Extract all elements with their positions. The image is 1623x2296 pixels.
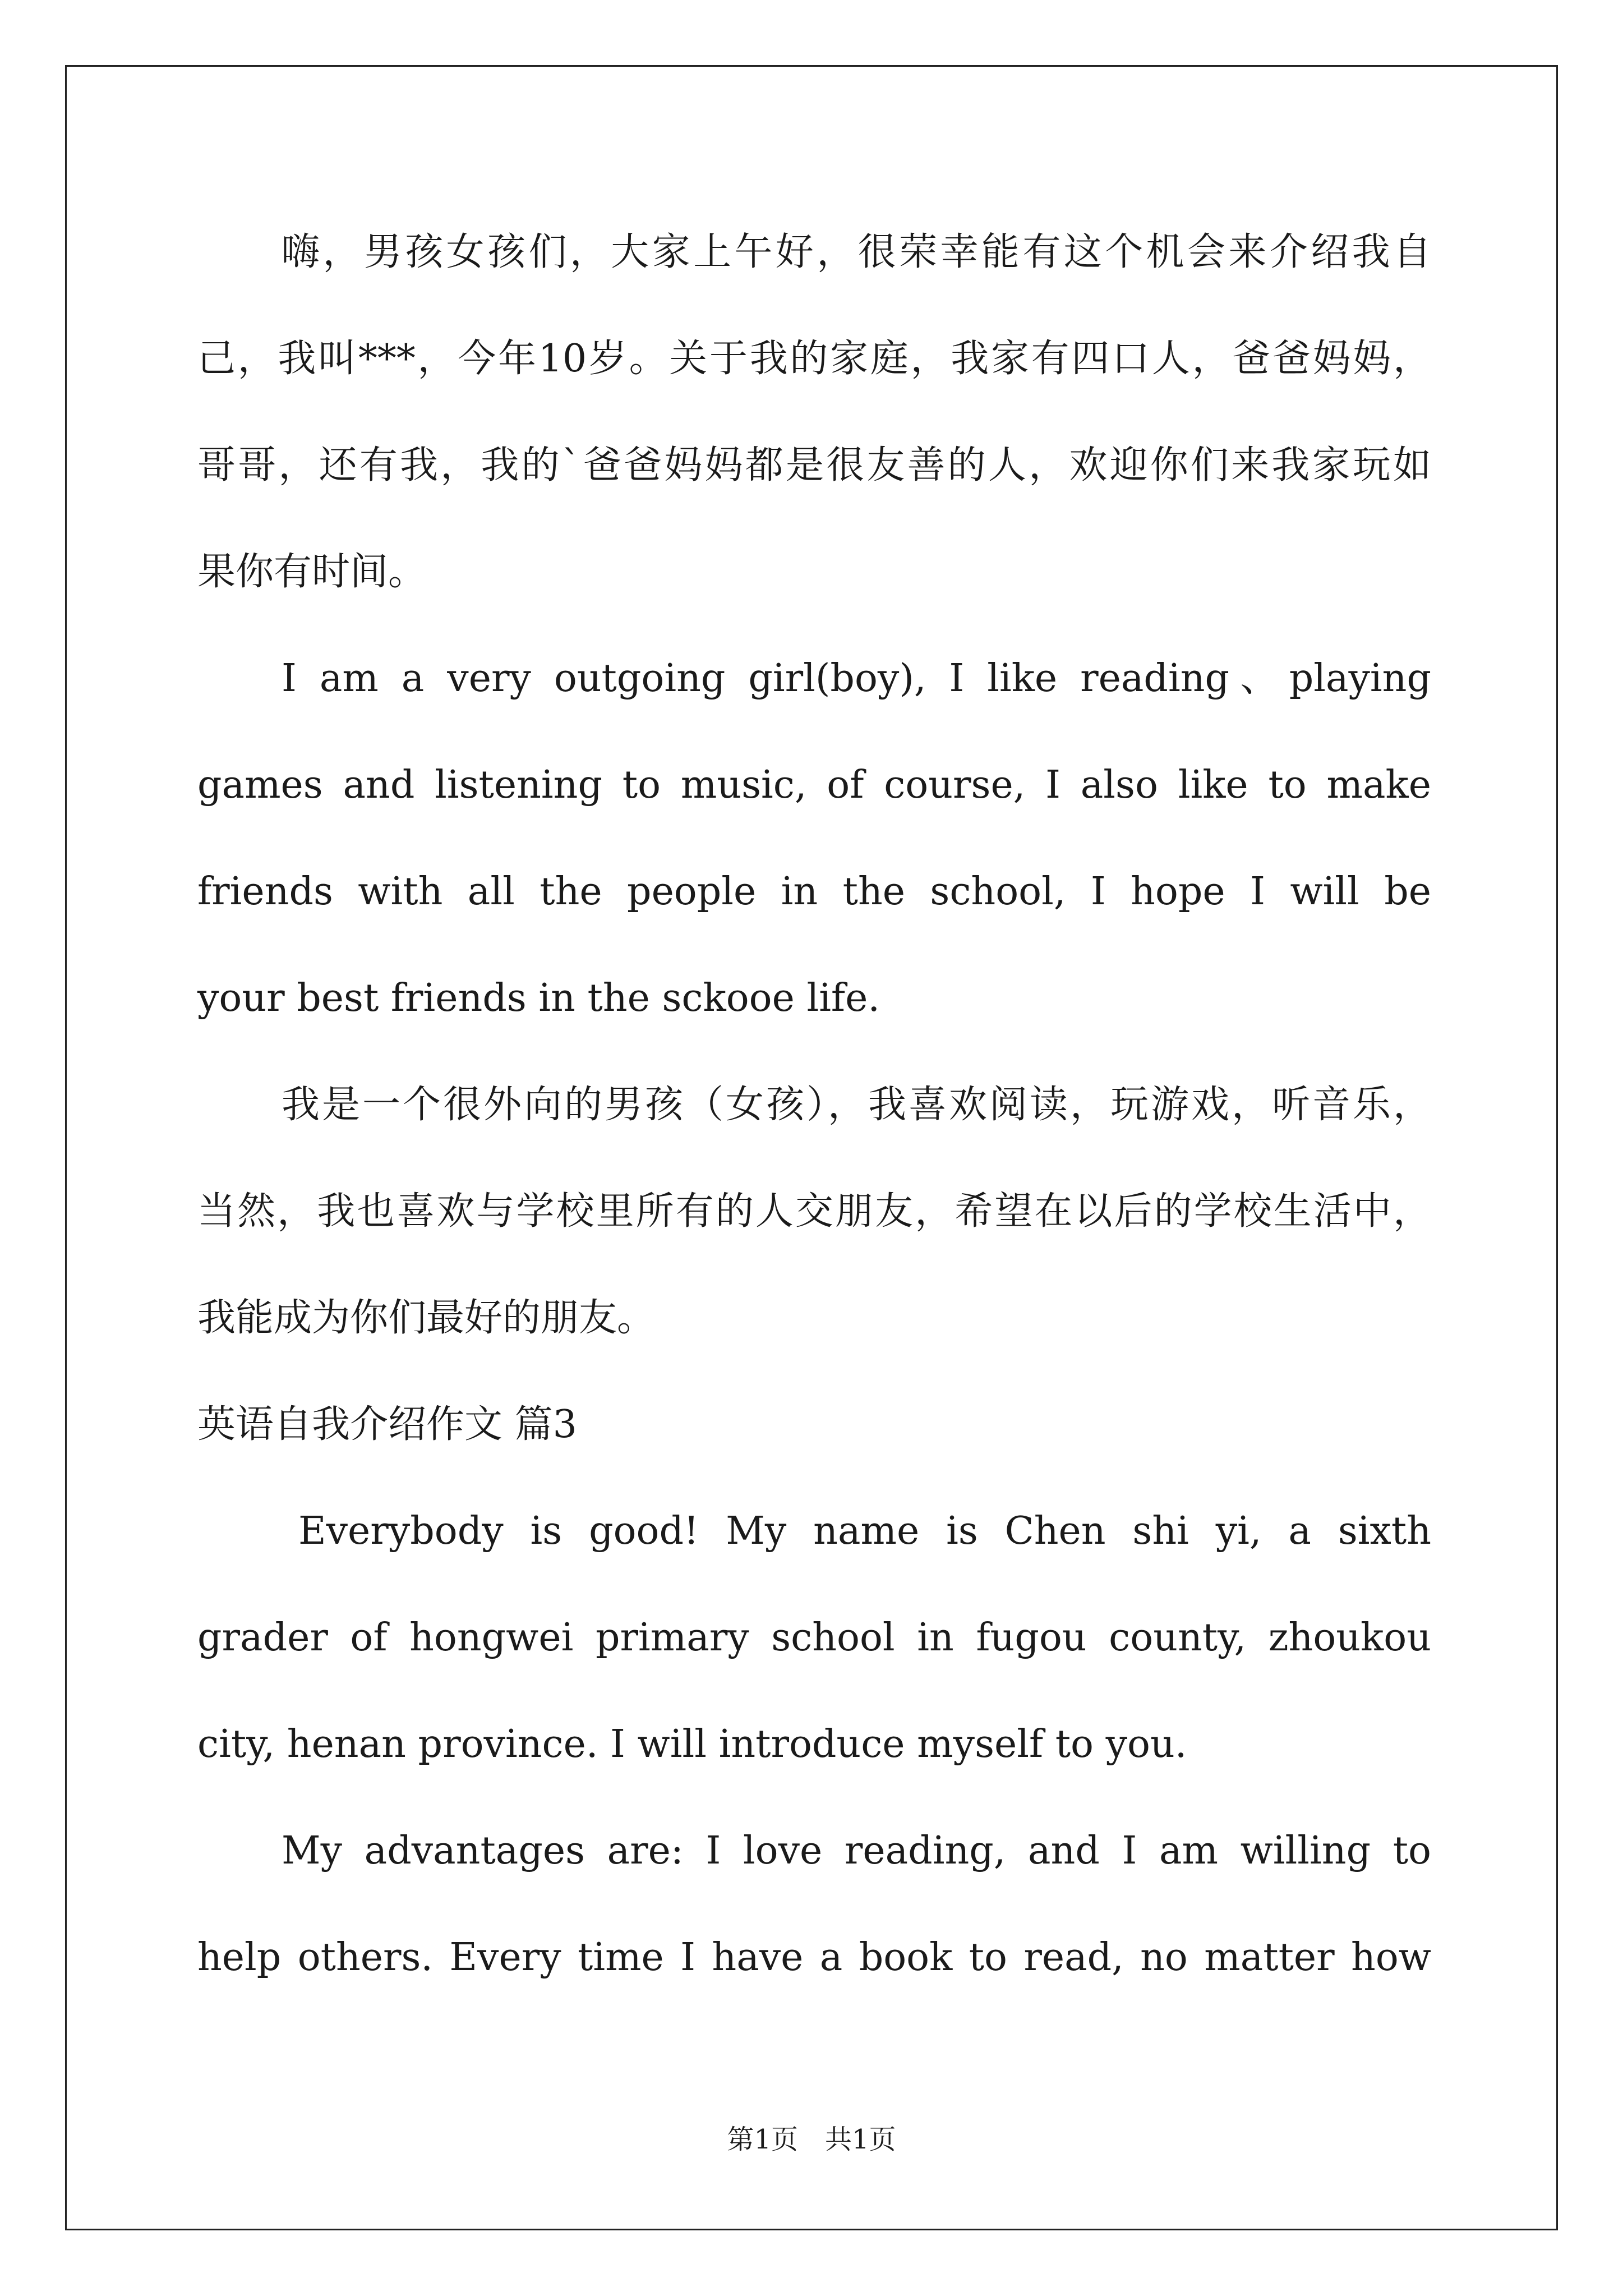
text-line: I am a very outgoing girl(boy), I like reading、playing [282, 656, 1431, 701]
text-line: Everybody is good! My name is Chen shi yi, a sixth [298, 1509, 1431, 1553]
text-line: My advantages are: I love reading, and I am willing to [282, 1829, 1431, 1873]
text-line: your best friends in the sckooe life. [197, 976, 880, 1020]
text-line: grader of hongwei primary school in fugou county, zhoukou [197, 1616, 1431, 1660]
text-line: games and listening to music, of course, I also like to make [197, 763, 1431, 807]
text-line: 当然，我也喜欢与学校里所有的人交朋友，希望在以后的学校生活中， [197, 1189, 1431, 1234]
section-heading: 英语自我介绍作文 篇3 [197, 1402, 577, 1447]
text-line: 哥哥，还有我，我的`爸爸妈妈都是很友善的人，欢迎你们来我家玩如 [197, 443, 1431, 487]
text-line: 我能成为你们最好的朋友。 [197, 1296, 656, 1340]
text-line: help others. Every time I have a book to read, no matter how [197, 1935, 1431, 1980]
text-line: 己，我叫***，今年10岁。关于我的家庭，我家有四口人，爸爸妈妈， [197, 337, 1431, 381]
text-line: 果你有时间。 [197, 550, 427, 594]
text-line: 嗨，男孩女孩们，大家上午好，很荣幸能有这个机会来介绍我自 [282, 230, 1431, 274]
page-number-footer: 第1页 共1页 [727, 2124, 896, 2155]
page-border [65, 65, 1558, 2230]
text-line: friends with all the people in the school, I hope I will be [197, 869, 1431, 914]
text-line: 我是一个很外向的男孩（女孩），我喜欢阅读，玩游戏，听音乐， [282, 1083, 1431, 1127]
text-line: city, henan province. I will introduce myself to you. [197, 1722, 1187, 1766]
